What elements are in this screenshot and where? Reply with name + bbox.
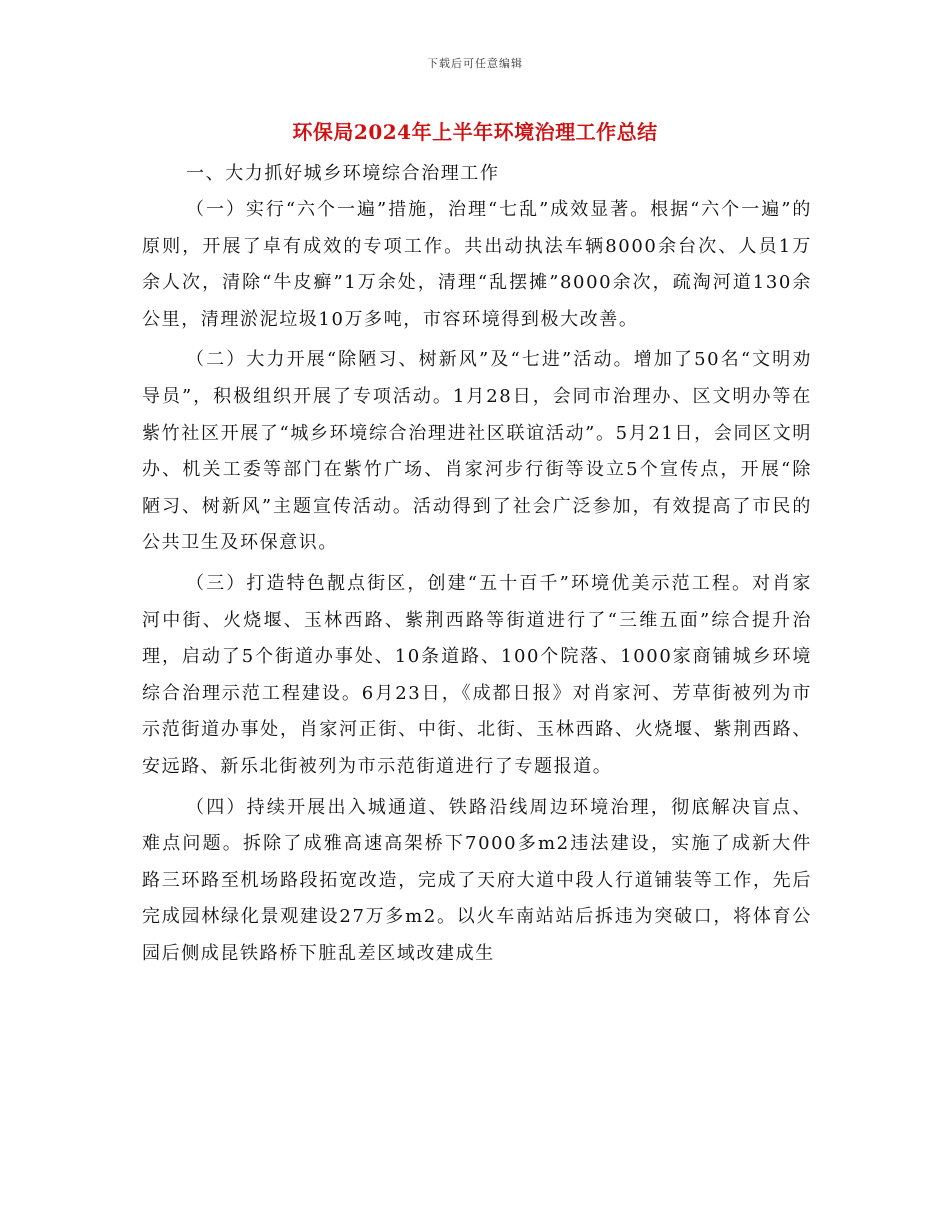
header-note: 下载后可任意编辑 bbox=[427, 57, 523, 70]
document-title: 环保局2024年上半年环境治理工作总结 bbox=[292, 120, 658, 144]
paragraph-2: （二）大力开展“除陋习、树新风”及“七进”活动。增加了50名“文明劝导员”，积极组织开展了专项活动。1月28日，会同市治理办、区文明办等在紫竹社区开展了“城乡环境综合治理进社区联谊活动”。5月21日，会同区文明办、机关工委等部门在紫竹广场、肖家河步行街等设立5个宣传点，开展“除陋习、树新风”主题宣传活动。活动得到了社会广泛参加，有效提高了市民的公共卫生及环保意识。 bbox=[142, 349, 812, 554]
paragraph-4: （四）持续开展出入城通道、铁路沿线周边环境治理，彻底解决盲点、难点问题。拆除了成雅高速高架桥下7000多m2违法建设，实施了成新大件路三环路至机场路段拓宽改造，完成了天府大道中段人行道铺装等工作，先后完成园林绿化景观建设27万多m2。以火车南站站后拆违为突破口，将体育公园后侧成昆铁路桥下脏乱差区域改建成生 bbox=[142, 796, 812, 964]
paragraph-1: （一）实行“六个一遍”措施，治理“七乱”成效显著。根据“六个一遍”的原则，开展了卓有成效的专项工作。共出动执法车辆8000余台次、人员1万余人次，清除“牛皮癣”1万余处，清理“乱摆摊”8000余次，疏淘河道130余公里，清理淤泥垃圾10万多吨，市容环境得到极大改善。 bbox=[142, 199, 812, 330]
section-heading: 一、大力抓好城乡环境综合治理工作 bbox=[186, 163, 500, 184]
paragraph-3: （三）打造特色靓点街区，创建“五十百千”环境优美示范工程。对肖家河中街、火烧堰、玉林西路、紫荆西路等街道进行了“三维五面”综合提升治理，启动了5个街道办事处、10条道路、100个院落、1000家商铺城乡环境综合治理示范工程建设。6月23日，《成都日报》对肖家河、芳草街被列为市示范街道办事处，肖家河正街、中街、北街、玉林西路、火烧堰、紫荆西路、安远路、新乐北街被列为市示范街道进行了专题报道。 bbox=[142, 572, 812, 777]
document-body bbox=[142, 156, 812, 976]
